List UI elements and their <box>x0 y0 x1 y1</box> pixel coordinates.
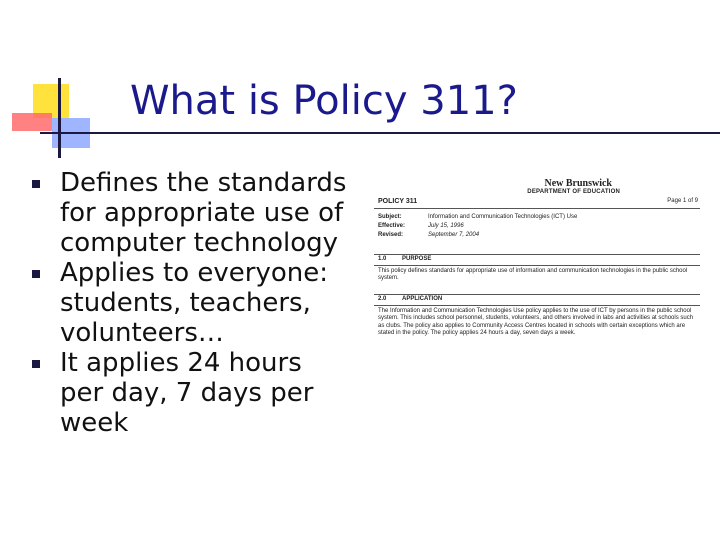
section-number: 1.0 <box>378 256 387 262</box>
section-heading <box>378 296 442 302</box>
divider <box>374 294 700 295</box>
bullet-list <box>30 168 350 438</box>
divider <box>374 305 700 306</box>
meta-label: Revised: <box>378 232 404 238</box>
divider <box>374 265 700 266</box>
section-text: The Information and Communication Technologies Use policy applies to the use of ICT by persons in the public school system. This includes school personnel, students, volunteers, and others involved in labs and activities at schools such as clubs. The policy also applies to Community Access Centres located in schools with certain exceptions which are stated in the policy. The policy applies 24 hours a day, seven days a week. <box>378 308 694 337</box>
square-bullet-icon <box>32 270 40 278</box>
policy-code: POLICY 311 <box>378 198 418 205</box>
meta-subject <box>378 214 577 220</box>
section-text: This policy defines standards for appropriate use of information and communication technologies in the public school system. <box>378 268 688 282</box>
slide-title: What is Policy 311? <box>130 78 518 124</box>
department-name: DEPARTMENT OF EDUCATION <box>527 189 620 195</box>
decor-vertical-line <box>58 78 61 158</box>
meta-value: September 7, 2004 <box>428 232 480 238</box>
square-bullet-icon <box>32 360 40 368</box>
bullet-item <box>30 258 350 348</box>
bullet-text: Defines the standards for appropriate use of computer technology <box>60 168 347 258</box>
bullet-item <box>30 348 350 438</box>
policy-document-excerpt <box>368 174 700 364</box>
meta-revised <box>378 232 479 238</box>
section-heading <box>378 256 431 262</box>
bullet-text: It applies 24 hours per day, 7 days per week <box>60 348 314 438</box>
divider <box>374 254 700 255</box>
meta-value: July 15, 1996 <box>428 223 464 229</box>
section-title: APPLICATION <box>402 296 443 302</box>
divider <box>374 208 700 209</box>
decor-red-square <box>12 113 52 131</box>
square-bullet-icon <box>32 180 40 188</box>
decor-horizontal-line <box>40 132 720 134</box>
page-indicator: Page 1 of 9 <box>667 198 698 204</box>
meta-value: Information and Communication Technologies (ICT) Use <box>428 214 578 220</box>
bullet-text: Applies to everyone: students, teachers, volunteers… <box>60 258 329 348</box>
org-logo-text: New Brunswick <box>544 178 612 189</box>
meta-label: Effective: <box>378 223 406 229</box>
meta-label: Subject: <box>378 214 402 220</box>
meta-effective <box>378 223 464 229</box>
bullet-item <box>30 168 350 258</box>
section-number: 2.0 <box>378 296 387 302</box>
section-title: PURPOSE <box>402 256 432 262</box>
